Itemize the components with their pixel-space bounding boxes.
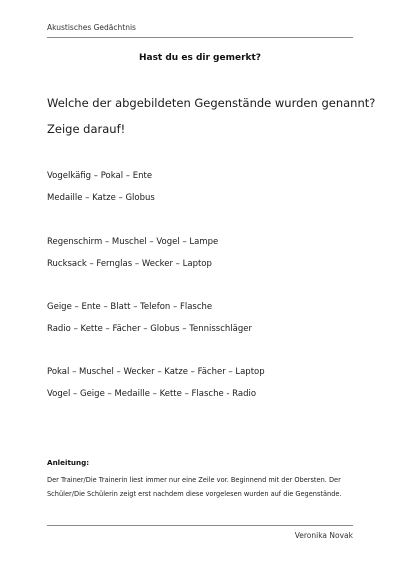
word-list-line: Rucksack – Fernglas – Wecker – Laptop — [47, 259, 212, 269]
word-list-line: Radio – Kette – Fächer – Globus – Tennisschläger — [47, 324, 252, 334]
word-list-line: Pokal – Muschel – Wecker – Katze – Fächer – Laptop — [47, 367, 265, 377]
question-line-1: Welche der abgebildeten Gegenstände wurden genannt? — [47, 96, 376, 110]
footer-divider — [47, 525, 353, 526]
worksheet-title: Hast du es dir gemerkt? — [138, 53, 262, 63]
instructions-text: Der Trainer/Die Trainerin liest immer nur eine Zeile vor. Beginnend mit der Obersten. Der Schüler/Die Schülerin zeigt erst nachdem diese vorgelesen wurden auf die Gegenstände. — [47, 476, 342, 498]
word-list-line: Geige – Ente – Blatt – Telefon – Flasche — [47, 302, 213, 312]
word-list-line: Medaille – Katze – Globus — [47, 193, 155, 203]
word-list-line: Regenschirm – Muschel – Vogel – Lampe — [47, 237, 219, 247]
header-section-title: Akustisches Gedächtnis — [47, 23, 136, 32]
footer-author: Veronika Novak — [294, 531, 353, 540]
instructions-heading: Anleitung: — [47, 458, 90, 467]
question-line-2: Zeige darauf! — [47, 122, 126, 136]
word-list-line: Vogelkäfig – Pokal – Ente — [47, 171, 153, 181]
header-divider — [47, 37, 353, 38]
word-list-line: Vogel – Geige – Medaille – Kette – Flasche - Radio — [47, 389, 257, 399]
